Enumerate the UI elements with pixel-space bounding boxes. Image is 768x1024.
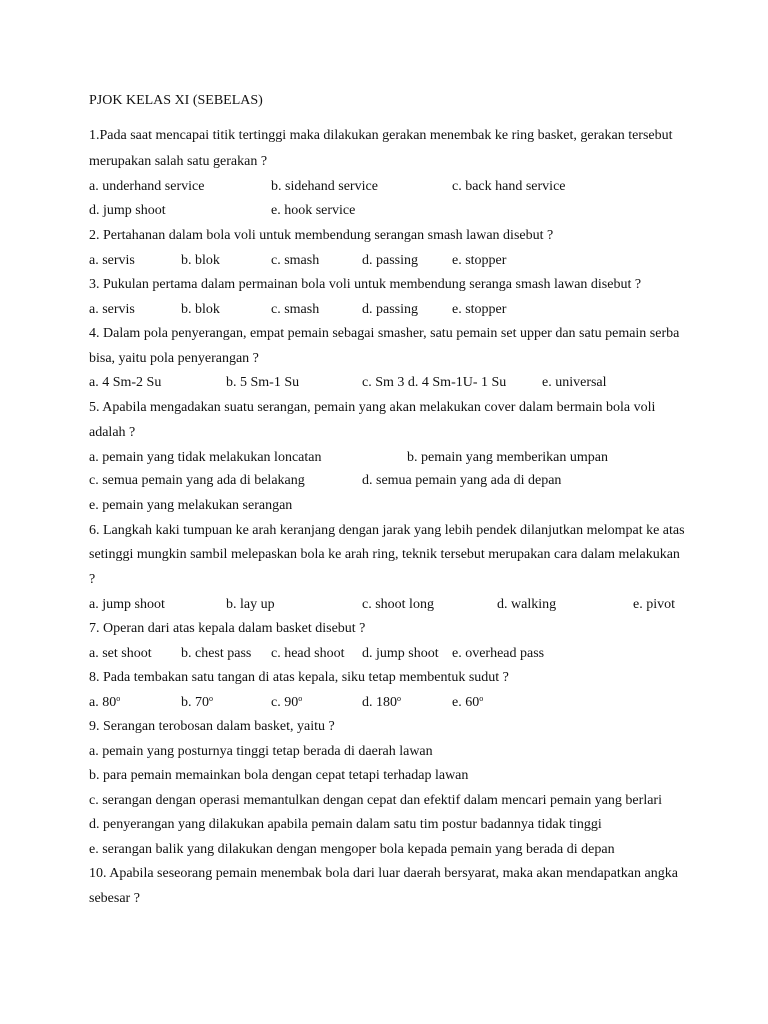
question-4-text-line-1: 4. Dalam pola penyerangan, empat pemain sebagai smasher, satu pemain set upper dan satu pemain serba bbox=[89, 326, 680, 341]
question-8-option-a bbox=[89, 694, 120, 712]
question-2-option-d: d. passing bbox=[362, 253, 418, 268]
question-6-option-e: e. pivot bbox=[633, 597, 675, 612]
question-1-option-c: c. back hand service bbox=[452, 179, 566, 194]
question-9-option-a: a. pemain yang posturnya tinggi tetap berada di daerah lawan bbox=[89, 744, 433, 759]
question-2-option-e: e. stopper bbox=[452, 253, 507, 268]
question-7-text: 7. Operan dari atas kepala dalam basket disebut ? bbox=[89, 621, 366, 636]
question-6-option-a: a. jump shoot bbox=[89, 597, 165, 612]
question-5-text-line-1: 5. Apabila mengadakan suatu serangan, pemain yang akan melakukan cover dalam bermain bola voli bbox=[89, 400, 656, 415]
question-5-option-c: c. semua pemain yang ada di belakang bbox=[89, 473, 305, 488]
question-9-text: 9. Serangan terobosan dalam basket, yaitu ? bbox=[89, 719, 335, 734]
option-value: e. 60 bbox=[452, 695, 480, 710]
question-3-option-d: d. passing bbox=[362, 302, 418, 317]
question-2-option-c: c. smash bbox=[271, 253, 320, 268]
degree-mark: o bbox=[479, 694, 484, 703]
question-5-option-b: b. pemain yang memberikan umpan bbox=[407, 450, 608, 465]
question-3-option-a: a. servis bbox=[89, 302, 135, 317]
question-9-option-d: d. penyerangan yang dilakukan apabila pemain dalam satu tim postur badannya tidak tinggi bbox=[89, 817, 602, 832]
question-7-option-c: c. head shoot bbox=[271, 646, 345, 661]
question-5-option-d: d. semua pemain yang ada di depan bbox=[362, 473, 562, 488]
question-4-text-line-2: bisa, yaitu pola penyerangan ? bbox=[89, 351, 259, 366]
question-2-option-a: a. servis bbox=[89, 253, 135, 268]
document-title: PJOK KELAS XI (SEBELAS) bbox=[89, 93, 263, 108]
question-5-text-line-2: adalah ? bbox=[89, 425, 136, 440]
question-3-text: 3. Pukulan pertama dalam permainan bola voli untuk membendung seranga smash lawan disebut ? bbox=[89, 277, 642, 292]
question-9-option-c: c. serangan dengan operasi memantulkan dengan cepat dan efektif dalam mencari pemain yang berlari bbox=[89, 793, 662, 808]
question-6-text-line-2: setinggi mungkin sambil melepaskan bola ke arah ring, teknik tersebut merupakan cara dalam melakukan bbox=[89, 547, 680, 562]
question-4-option-a: a. 4 Sm-2 Su bbox=[89, 375, 162, 390]
question-5-option-e: e. pemain yang melakukan serangan bbox=[89, 498, 293, 513]
question-8-option-e bbox=[452, 694, 483, 712]
option-value: c. 90 bbox=[271, 695, 299, 710]
question-4-option-b: b. 5 Sm-1 Su bbox=[226, 375, 300, 390]
question-6-text-line-3: ? bbox=[89, 572, 96, 587]
degree-mark: o bbox=[397, 694, 401, 703]
question-5-option-a: a. pemain yang tidak melakukan loncatan bbox=[89, 450, 322, 465]
question-1-text-line-1: 1.Pada saat mencapai titik tertinggi maka dilakukan gerakan menembak ke ring basket, gerakan tersebut bbox=[89, 128, 673, 143]
question-9-option-e: e. serangan balik yang dilakukan dengan mengoper bola kepada pemain yang berada di depan bbox=[89, 842, 615, 857]
question-6-option-d: d. walking bbox=[497, 597, 557, 612]
question-4-option-e: e. universal bbox=[542, 375, 607, 390]
question-1-option-e: e. hook service bbox=[271, 203, 356, 218]
question-8-option-d bbox=[362, 694, 401, 712]
question-2-option-b: b. blok bbox=[181, 253, 220, 268]
question-8-text: 8. Pada tembakan satu tangan di atas kepala, siku tetap membentuk sudut ? bbox=[89, 670, 509, 685]
question-1-text-line-2: merupakan salah satu gerakan ? bbox=[89, 154, 268, 169]
question-6-option-b: b. lay up bbox=[226, 597, 275, 612]
question-10-text-line-1: 10. Apabila seseorang pemain menembak bola dari luar daerah bersyarat, maka akan mendapatkan angka bbox=[89, 866, 678, 881]
question-2-text: 2. Pertahanan dalam bola voli untuk membendung serangan smash lawan disebut ? bbox=[89, 228, 554, 243]
option-value: b. 70 bbox=[181, 695, 209, 710]
question-7-option-a: a. set shoot bbox=[89, 646, 152, 661]
question-1-option-a: a. underhand service bbox=[89, 179, 205, 194]
degree-mark: o bbox=[116, 694, 121, 703]
question-3-option-b: b. blok bbox=[181, 302, 220, 317]
question-6-option-c: c. shoot long bbox=[362, 597, 434, 612]
degree-mark: o bbox=[298, 694, 303, 703]
question-7-option-b: b. chest pass bbox=[181, 646, 252, 661]
question-8-option-c bbox=[271, 694, 302, 712]
question-3-option-e: e. stopper bbox=[452, 302, 507, 317]
option-value: a. 80 bbox=[89, 695, 117, 710]
question-10-text-line-2: sebesar ? bbox=[89, 891, 140, 906]
question-7-option-e: e. overhead pass bbox=[452, 646, 545, 661]
question-9-option-b: b. para pemain memainkan bola dengan cepat tetapi terhadap lawan bbox=[89, 768, 469, 783]
question-4-option-c-d: c. Sm 3 d. 4 Sm-1U- 1 Su bbox=[362, 375, 507, 390]
question-1-option-b: b. sidehand service bbox=[271, 179, 378, 194]
question-6-text-line-1: 6. Langkah kaki tumpuan ke arah keranjang dengan jarak yang lebih pendek dilanjutkan melompat ke atas bbox=[89, 523, 685, 538]
question-7-option-d: d. jump shoot bbox=[362, 646, 439, 661]
option-value: d. 180 bbox=[362, 695, 397, 710]
question-8-option-b bbox=[181, 694, 213, 712]
question-1-option-d: d. jump shoot bbox=[89, 203, 166, 218]
degree-mark: o bbox=[209, 694, 213, 703]
question-3-option-c: c. smash bbox=[271, 302, 320, 317]
